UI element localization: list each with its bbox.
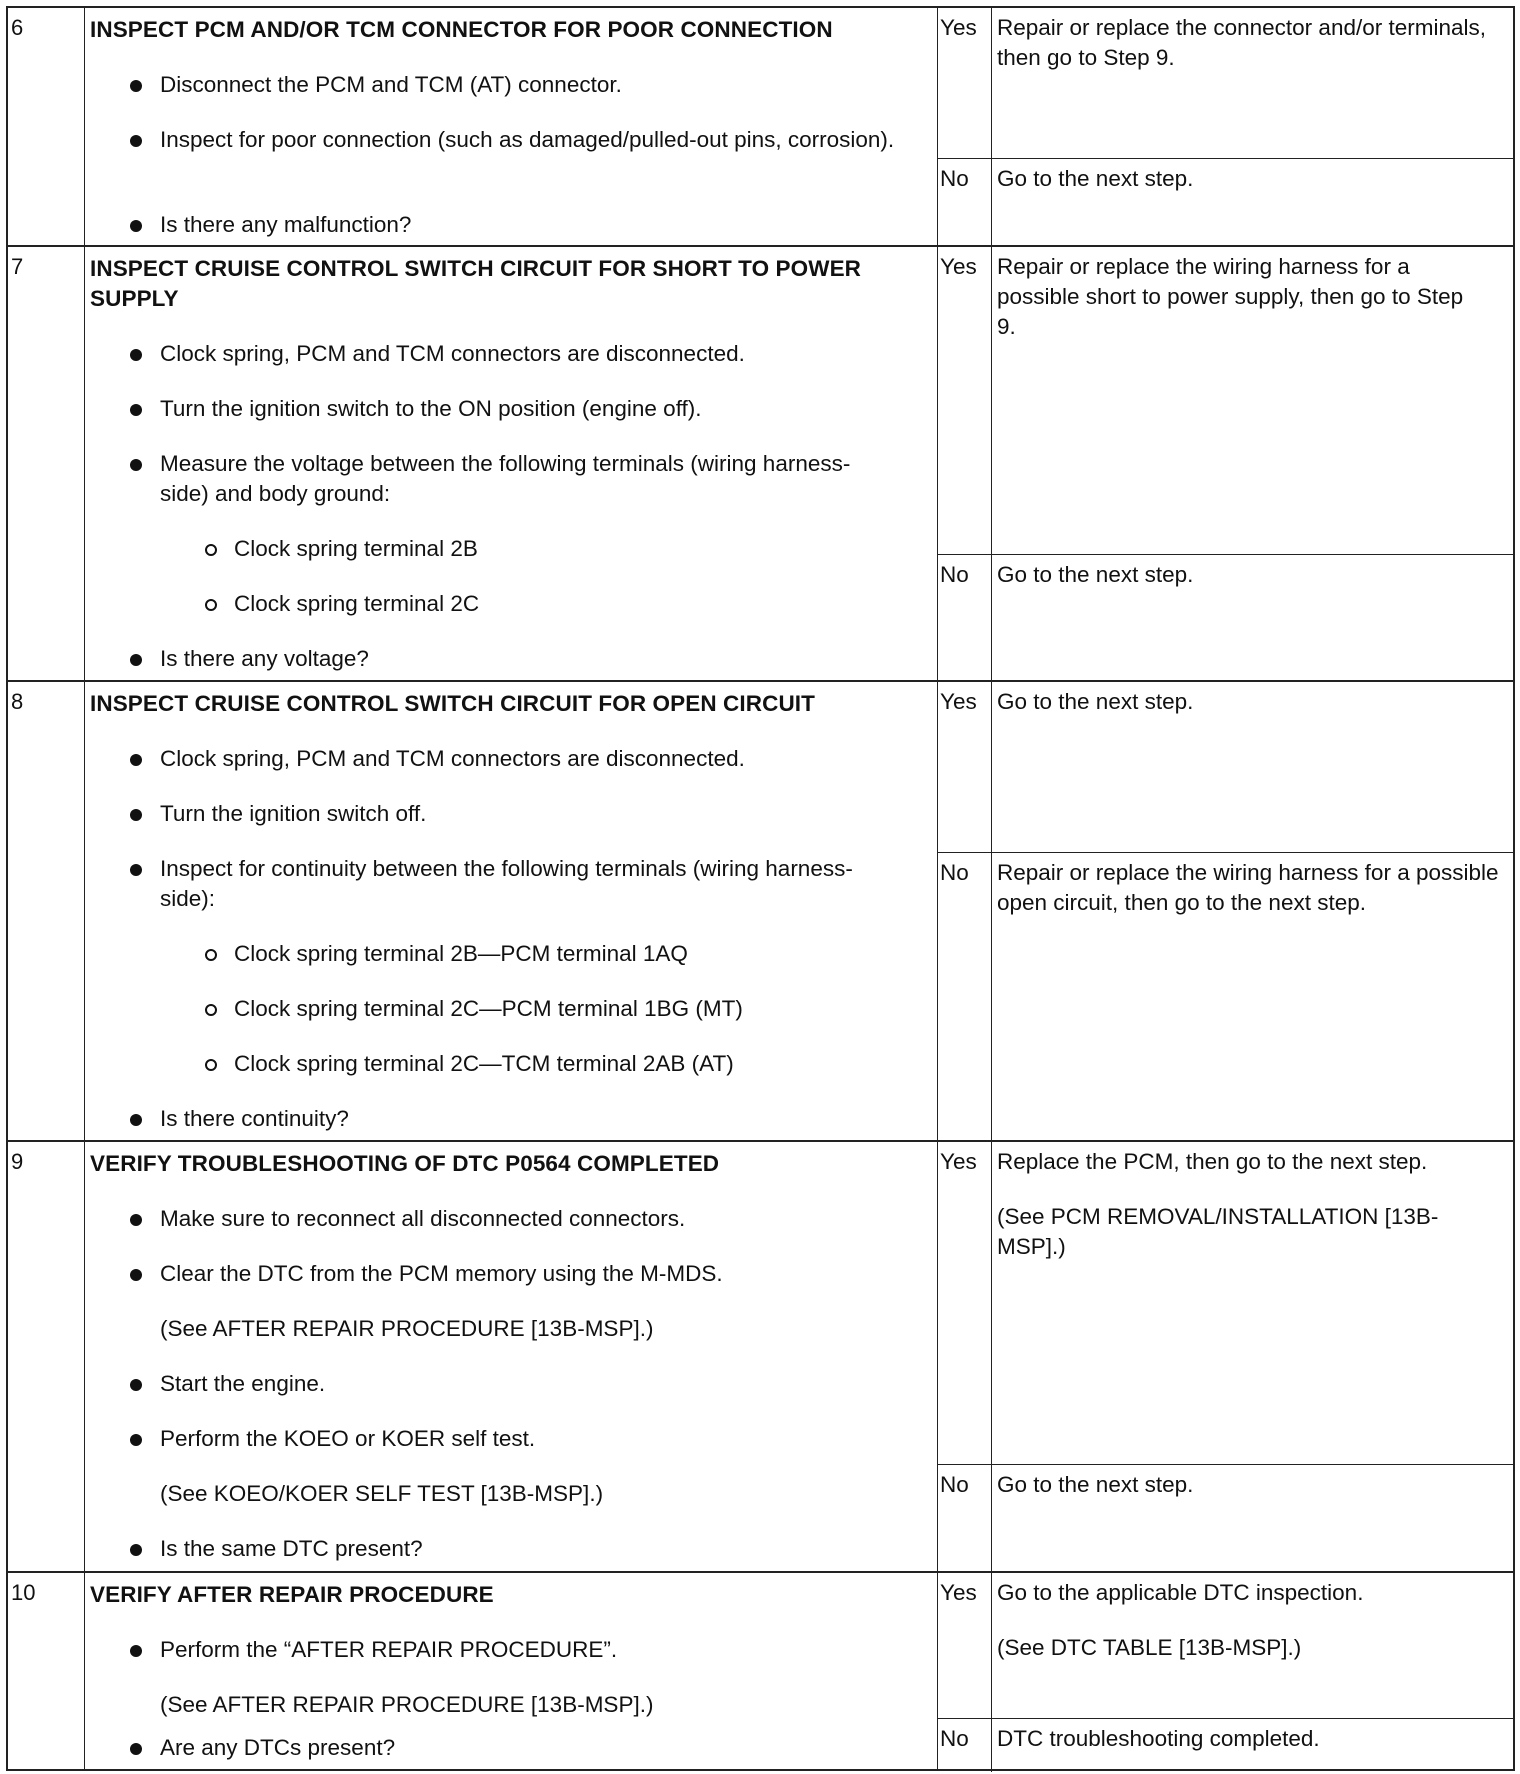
step-title: INSPECT CRUISE CONTROL SWITCH CIRCUIT FOR SHORT TO POWER SUPPLY	[90, 256, 862, 311]
bullet-item: Is there any malfunction?	[160, 210, 411, 240]
yes-result	[937, 247, 1513, 554]
step-title: VERIFY TROUBLESHOOTING OF DTC P0564 COMPLETED	[90, 1151, 720, 1176]
reference-note: (See AFTER REPAIR PROCEDURE [13B-MSP].)	[160, 1316, 654, 1341]
step-number: 7	[11, 254, 24, 279]
yes-label: Yes	[940, 1580, 977, 1605]
yes-result	[937, 8, 1513, 158]
step-number: 9	[11, 1149, 24, 1174]
bullet-item: Is there continuity?	[160, 1104, 349, 1134]
step-title: INSPECT PCM AND/OR TCM CONNECTOR FOR POOR CONNECTION	[90, 17, 833, 42]
yes-result	[937, 682, 1513, 852]
no-action: Go to the next step.	[997, 1472, 1194, 1497]
no-label: No	[940, 1472, 969, 1497]
no-action: DTC troubleshooting completed.	[997, 1726, 1320, 1751]
result-cell	[937, 247, 1513, 680]
yes-action: Go to the next step.	[997, 689, 1194, 714]
sub-item: Clock spring terminal 2C	[234, 589, 479, 619]
yes-action: Replace the PCM, then go to the next step.	[997, 1149, 1428, 1174]
no-action: Repair or replace the wiring harness for a possible open circuit, then go to the next step.	[997, 860, 1499, 915]
sub-item: Clock spring terminal 2C—TCM terminal 2AB (AT)	[234, 1049, 734, 1079]
bullet-item: Is there any voltage?	[160, 644, 369, 674]
action-cell	[84, 1573, 938, 1769]
yes-label: Yes	[940, 1149, 977, 1174]
bullet-item: Are any DTCs present?	[160, 1733, 395, 1763]
step-row-8	[8, 680, 1513, 1140]
yes-action: Go to the applicable DTC inspection.	[997, 1580, 1364, 1605]
reference-note: (See KOEO/KOER SELF TEST [13B-MSP].)	[160, 1481, 604, 1506]
yes-reference: (See PCM REMOVAL/INSTALLATION [13B-MSP].)	[997, 1204, 1439, 1259]
result-cell	[937, 1573, 1513, 1769]
no-label: No	[940, 1726, 969, 1751]
result-cell	[937, 8, 1513, 245]
sub-item: Clock spring terminal 2B—PCM terminal 1AQ	[234, 939, 688, 969]
yes-action: Repair or replace the connector and/or terminals, then go to Step 9.	[997, 15, 1487, 70]
no-result	[937, 554, 1513, 683]
step-row-10	[8, 1571, 1513, 1769]
yes-result	[937, 1573, 1513, 1718]
no-label: No	[940, 860, 969, 885]
troubleshooting-table	[6, 6, 1515, 1771]
step-number: 8	[11, 689, 24, 714]
step-number: 10	[11, 1580, 36, 1605]
action-cell	[84, 8, 938, 245]
no-result	[937, 1464, 1513, 1574]
result-cell	[937, 682, 1513, 1140]
bullet-item: Disconnect the PCM and TCM (AT) connector.	[160, 70, 622, 100]
bullet-item: Clear the DTC from the PCM memory using the M-MDS.	[160, 1259, 723, 1289]
yes-reference: (See DTC TABLE [13B-MSP].)	[997, 1635, 1302, 1660]
action-cell	[84, 682, 938, 1140]
bullet-item: Inspect for continuity between the following terminals (wiring harness-side):	[160, 854, 860, 914]
step-row-7	[8, 245, 1513, 680]
bullet-item: Inspect for poor connection (such as damaged/pulled-out pins, corrosion).	[160, 125, 920, 155]
bullet-item: Turn the ignition switch off.	[160, 799, 426, 829]
bullet-item: Measure the voltage between the following terminals (wiring harness-side) and body ground:	[160, 449, 860, 509]
bullet-item: Clock spring, PCM and TCM connectors are disconnected.	[160, 744, 745, 774]
bullet-item: Clock spring, PCM and TCM connectors are disconnected.	[160, 339, 745, 369]
step-number: 6	[11, 15, 24, 40]
no-action: Go to the next step.	[997, 166, 1194, 191]
bullet-item: Is the same DTC present?	[160, 1534, 423, 1564]
sub-item: Clock spring terminal 2B	[234, 534, 478, 564]
step-title: VERIFY AFTER REPAIR PROCEDURE	[90, 1582, 494, 1607]
no-label: No	[940, 562, 969, 587]
bullet-item: Perform the “AFTER REPAIR PROCEDURE”.	[160, 1635, 617, 1665]
reference-note: (See AFTER REPAIR PROCEDURE [13B-MSP].)	[160, 1692, 654, 1717]
step-title: INSPECT CRUISE CONTROL SWITCH CIRCUIT FOR OPEN CIRCUIT	[90, 691, 815, 716]
step-number-cell	[8, 682, 85, 1140]
yes-result	[937, 1142, 1513, 1464]
step-number-cell	[8, 1573, 85, 1769]
result-cell	[937, 1142, 1513, 1571]
no-result	[937, 852, 1513, 1143]
step-number-cell	[8, 1142, 85, 1571]
yes-label: Yes	[940, 689, 977, 714]
no-label: No	[940, 166, 969, 191]
action-cell	[84, 247, 938, 680]
no-action: Go to the next step.	[997, 562, 1194, 587]
step-number-cell	[8, 247, 85, 680]
bullet-item: Perform the KOEO or KOER self test.	[160, 1424, 535, 1454]
yes-label: Yes	[940, 15, 977, 40]
action-cell	[84, 1142, 938, 1571]
yes-label: Yes	[940, 254, 977, 279]
yes-action: Repair or replace the wiring harness for a possible short to power supply, then go to Step 9.	[997, 254, 1464, 339]
bullet-item: Make sure to reconnect all disconnected connectors.	[160, 1204, 685, 1234]
step-row-9	[8, 1140, 1513, 1571]
no-result	[937, 1718, 1513, 1772]
bullet-item: Start the engine.	[160, 1369, 325, 1399]
sub-item: Clock spring terminal 2C—PCM terminal 1BG (MT)	[234, 994, 743, 1024]
step-row-6	[8, 6, 1513, 245]
bullet-item: Turn the ignition switch to the ON position (engine off).	[160, 394, 702, 424]
no-result	[937, 158, 1513, 248]
step-number-cell	[8, 8, 85, 245]
